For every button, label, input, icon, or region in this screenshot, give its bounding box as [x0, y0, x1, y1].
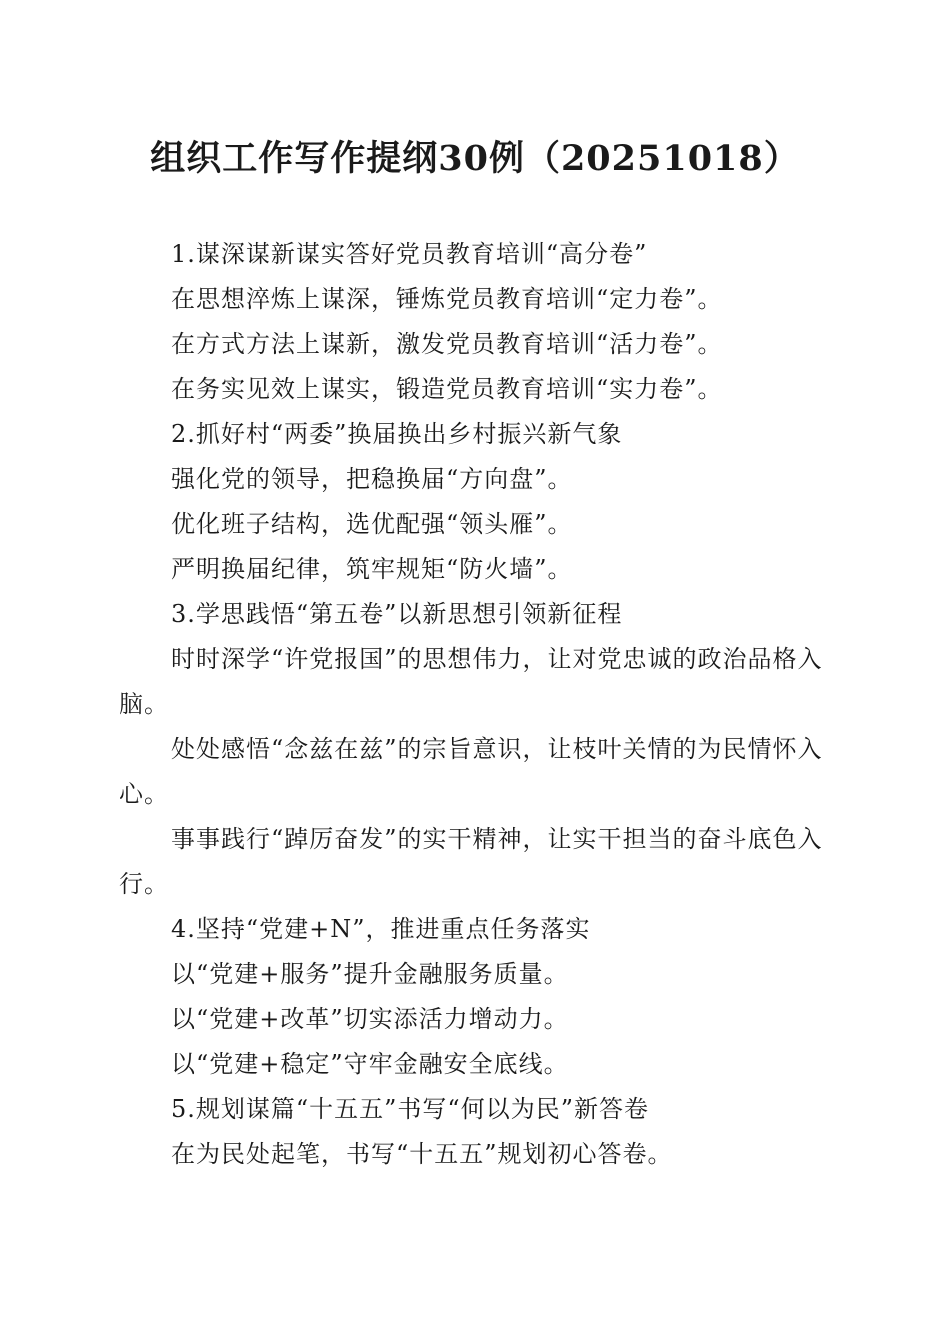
paragraph: 以“党建+服务”提升金融服务质量。: [171, 960, 569, 988]
paragraph: 时时深学“许党报国”的思想伟力，让对党忠诚的政治品格入脑。: [119, 645, 823, 718]
paragraph: 严明换届纪律，筑牢规矩“防火墙”。: [171, 555, 573, 583]
paragraph: 以“党建+稳定”守牢金融安全底线。: [171, 1050, 569, 1078]
document-body: [119, 232, 831, 1177]
document-title: 组织工作写作提纲30例（20251018）: [150, 138, 800, 179]
heading-3: 3.学思践悟“第五卷”以新思想引领新征程: [171, 600, 623, 628]
paragraph: 强化党的领导，把稳换届“方向盘”。: [171, 465, 573, 493]
paragraph: 在为民处起笔，书写“十五五”规划初心答卷。: [171, 1140, 673, 1168]
paragraph: 在方式方法上谋新，激发党员教育培训“活力卷”。: [171, 330, 723, 358]
heading-4: 4.坚持“党建+N”，推进重点任务落实: [171, 915, 591, 943]
heading-5: 5.规划谋篇“十五五”书写“何以为民”新答卷: [171, 1095, 649, 1123]
paragraph: 优化班子结构，选优配强“领头雁”。: [171, 510, 573, 538]
paragraph: 以“党建+改革”切实添活力增动力。: [171, 1005, 569, 1033]
heading-2: 2.抓好村“两委”换届换出乡村振兴新气象: [171, 420, 623, 448]
paragraph: 在务实见效上谋实，锻造党员教育培训“实力卷”。: [171, 375, 723, 403]
heading-1: 1.谋深谋新谋实答好党员教育培训“高分卷”: [171, 240, 648, 268]
paragraph: 事事践行“踔厉奋发”的实干精神，让实干担当的奋斗底色入行。: [119, 825, 823, 898]
paragraph: 处处感悟“念兹在兹”的宗旨意识，让枝叶关情的为民情怀入心。: [119, 735, 823, 808]
paragraph: 在思想淬炼上谋深，锤炼党员教育培训“定力卷”。: [171, 285, 723, 313]
